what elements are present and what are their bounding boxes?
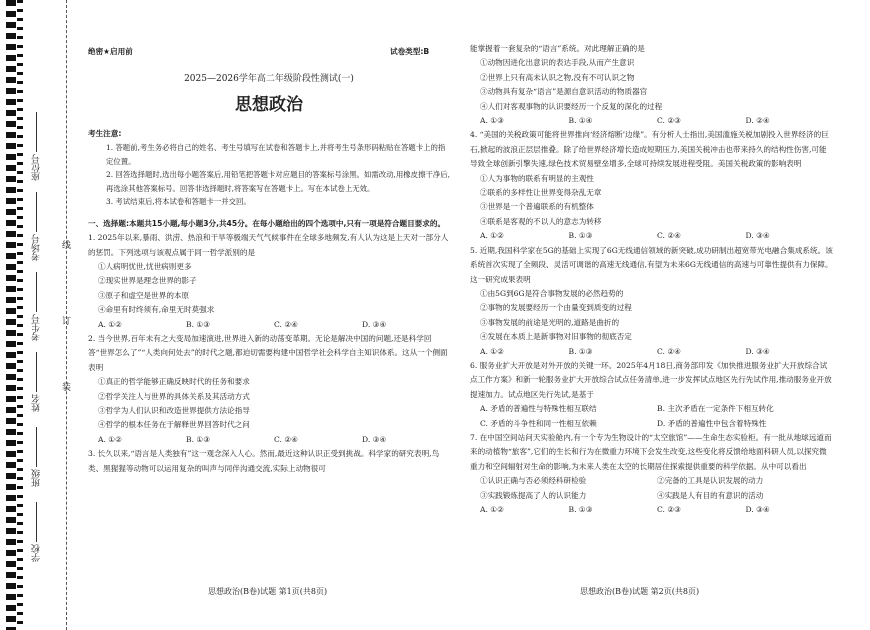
question-stem: 4. “美国的关税政策可能将世界推向‘经济熔断’边缘”。有分析人士指出,美国滥施关税加剧投入世界经济的巨石,掀起的波浪正层层推叠。除了给世界经济增长造成短期压力,美国关税冲击也带来持久的结构性伤害,可能导致全球创新引擎失速,绿色技术贸易壁垒增多,全球可持续发展进程受阻。美国关税政策的影响表明	[470, 130, 829, 169]
question-stem: 3. 长久以来,“语言是人类独有”这一观念深入人心。然而,最近这种认识正受到挑战。科学家的研究表明,鸟类、黑猩猩等动物可以运用复杂的叫声与同伴沟通交流,实际上动物很可	[88, 449, 440, 473]
question-option: ①人病明忧世,忧世病则更多	[98, 261, 192, 271]
option-row	[470, 474, 834, 488]
answer-choice: D. ③④	[745, 231, 770, 241]
barcode-marks	[6, 0, 16, 630]
answer-choice: A. ①②	[480, 346, 504, 356]
answer-choice: C. 矛盾的斗争性和同一性相互依赖	[480, 418, 597, 428]
question-stem: 7. 在中国空间站问天实验舱内,有一个专为生物设计的“太空旅馆”——生命生态实验柜。有一批从地球远道而来的动植物“旅客”,它们的生长和行为在微重力环境下会发生改变,这些变化将反馈给地面科研人员,以探究微重力和空间辐射对生命的影响,为未来人类在太空的长期居住探索提供重要的科学依据。从中可以看出	[470, 432, 832, 471]
answer-choice: A. ①②	[98, 319, 122, 329]
answer-choice: B. ①③	[568, 505, 593, 514]
exam-no-field: 考生号	[30, 270, 43, 341]
question-option: ①由5G到6G是符合事物发展的必然趋势的	[480, 288, 624, 298]
answer-choice: A. ①②	[480, 505, 504, 514]
answer-choice: B. 主次矛盾在一定条件下相互转化	[657, 404, 774, 414]
question-option: ①真正的哲学能够正确反映时代的任务和要求	[98, 377, 250, 387]
question-option: ②事物的发展要经历一个由量变到质变的过程	[480, 303, 632, 313]
section-heading: 一、选择题:本题共15小题,每小题3分,共45分。在每小题给出的四个选项中,只有一项是符合题目要求的。	[88, 218, 446, 228]
question-option: ④实践是人有目的有意识的活动	[657, 490, 764, 500]
seat-field: 座位号	[30, 110, 43, 181]
question-option: ③动物具有复杂“语言”是源自意识活动的物质器官	[480, 87, 648, 97]
question-stem: 5. 近期,我国科学家在5G的基础上实现了6G无线通信领域的新突破,成功研制出超宽带光电融合集成系统。该系统首次实现了全频段、灵活可调谐的高速无线通信,有望为未来6G无线通信的高速与可靠性提供有力保障。这一研究成果表明	[470, 245, 833, 284]
choice-row	[470, 402, 834, 416]
answer-choice: D. 矛盾的普遍性中包含着特殊性	[657, 418, 767, 428]
note-item: 2. 回答选择题时,选出每小题答案后,用铅笔把答题卡对应题目的答案标号涂黑。如需改动,用橡皮擦干净后,再选涂其他答案标号。回答非选择题时,将答案写在答题卡上。写在本试卷上无效。	[106, 170, 450, 193]
left-column	[88, 44, 450, 476]
right-questions	[470, 42, 834, 517]
note-item: 3. 考试结束后,将本试卷和答题卡一并交回。	[106, 197, 251, 207]
question-option: ③事物发展的前途是光明的,道路是曲折的	[480, 317, 620, 327]
answer-choice: B. ①③	[568, 231, 593, 241]
notes-title: 考生注意:	[88, 128, 122, 138]
question-option: ④哲学的根本任务在于解释世界回答时代之问	[98, 420, 250, 430]
answer-choice: A. 矛盾的普遍性与特殊性相互联结	[480, 404, 597, 414]
question-option: ③世界是一个普遍联系的有机整体	[480, 202, 594, 212]
question-option: ③哲学为人们认识和改造世界提供方法论指导	[98, 406, 250, 415]
answer-choice: C. ②④	[657, 231, 681, 241]
question-option: ①认识正确与否必须经科研检验	[480, 476, 587, 486]
cut-label-order: 订	[62, 317, 72, 327]
right-column	[470, 42, 834, 517]
answer-choice: C. ②③	[657, 505, 681, 514]
question-option: ②世界上只有高未认识之物,没有不可认识之物	[480, 72, 635, 82]
question-stem: 6. 服务业扩大开放是对外开放的关键一环。2025年4月18日,商务部印发《加快推进服务业扩大开放综合试点工作方案》和新一轮服务业扩大开放综合试点任务清单,进一步发挥试点地区先行先试作用,推动服务业开放提速加力。试点地区先行先试,是基于	[470, 360, 832, 399]
answer-choice: A. ①②	[98, 434, 122, 444]
answer-choice: D. ③④	[362, 319, 387, 329]
answer-choice: C. ②④	[274, 319, 298, 329]
question-option: ④人们对客观事物的认识要经历一个反复的深化的过程	[480, 101, 663, 111]
question-option: ②现实世界是理念世界的影子	[98, 276, 197, 286]
question-option: ②联系的多样性让世界变得杂乱无章	[480, 188, 602, 198]
class-field: 班级	[30, 425, 43, 487]
question-option: ①人为事物的联系有明显的主观性	[480, 173, 594, 183]
question-option: ③实践锻炼提高了人的认识能力	[480, 490, 587, 500]
question-option: ①动物因进化出意识的表达手段,从而产生意识	[480, 58, 635, 68]
choice-row	[470, 114, 834, 128]
answer-choice: B. ①④	[568, 116, 593, 126]
exam-term: 2025—2026学年高二年级阶段性测试(一)	[184, 74, 354, 84]
question-option: ②完备的工具是认识发展的动力	[657, 476, 764, 486]
question-stem: 2. 当今世界,百年未有之大变局加速演进,世界进入新的动荡变革期。无论是解决中国的问题,还是科学回答“世界怎么了”“人类向何处去”的时代之题,都迫切需要构建中国哲学社会科学自主知识体系。这从一个侧面表明	[88, 333, 448, 372]
footer-page-2: 思想政治(B卷)试题 第2页(共8页)	[580, 587, 700, 596]
question-option: ③原子和虚空是世界的本原	[98, 290, 190, 300]
room-field: 考场号	[30, 190, 43, 261]
barcode-marks-secondary	[17, 0, 23, 630]
question-option: ④发展在本质上是新事物对旧事物的彻底否定	[480, 332, 632, 342]
answer-choice: A. ①③	[480, 116, 504, 126]
answer-choice: A. ①②	[480, 231, 504, 241]
subject-title: 思想政治	[235, 95, 303, 116]
question-stem: 1. 2025年以来,暴雨、洪涝、热浪和干旱等极端天气气候事件在全球多地频发,有人认为这是上天对一部分人的惩罚。下列选项与该观点属于同一哲学派别的是	[88, 233, 449, 257]
choice-row	[470, 417, 834, 431]
school-field: 学校	[30, 500, 43, 562]
paper-type: 试卷类型:B	[390, 47, 430, 56]
secret-label: 绝密★启用前	[88, 47, 133, 56]
note-item: 1. 答题前,考生务必将自己的姓名、考生号填写在试卷和答题卡上,并将考生号条形码粘贴在答题卡上的指定位置。	[106, 143, 446, 166]
question-option: ②哲学关注人与世界的具体关系及其活动方式	[98, 391, 250, 401]
choice-row	[470, 345, 834, 359]
answer-choice: B. ①③	[186, 319, 211, 329]
question-stem: 能掌握着一套复杂的“语言”系统。对此理解正确的是	[470, 44, 645, 53]
answer-choice: D. ②④	[745, 116, 770, 126]
question-option: ④联系是客观的不以人的意志为转移	[480, 216, 602, 226]
answer-choice: B. ①③	[568, 346, 593, 356]
cut-label-line: 线	[62, 241, 72, 251]
left-questions	[88, 231, 450, 476]
footer-page-1: 思想政治(B卷)试题 第1页(共8页)	[208, 587, 328, 596]
answer-choice: D. ③④	[362, 434, 387, 444]
answer-choice: C. ②③	[657, 116, 681, 126]
question-option: ④命里有时终须有,命里无时莫强求	[98, 305, 215, 315]
answer-choice: B. ①③	[186, 434, 211, 444]
cut-label-bind: 装	[62, 383, 72, 393]
notes-list	[88, 141, 450, 209]
choice-row	[88, 318, 450, 332]
name-field: 姓名	[30, 350, 43, 412]
option-row	[470, 489, 834, 503]
binding-strip	[0, 0, 72, 630]
answer-choice: C. ②④	[274, 434, 298, 444]
choice-row	[470, 503, 834, 517]
choice-row	[470, 229, 834, 243]
answer-choice: C. ②④	[657, 346, 681, 356]
choice-row	[88, 433, 450, 447]
answer-choice: D. ③④	[745, 505, 770, 514]
answer-choice: D. ③④	[745, 346, 770, 356]
